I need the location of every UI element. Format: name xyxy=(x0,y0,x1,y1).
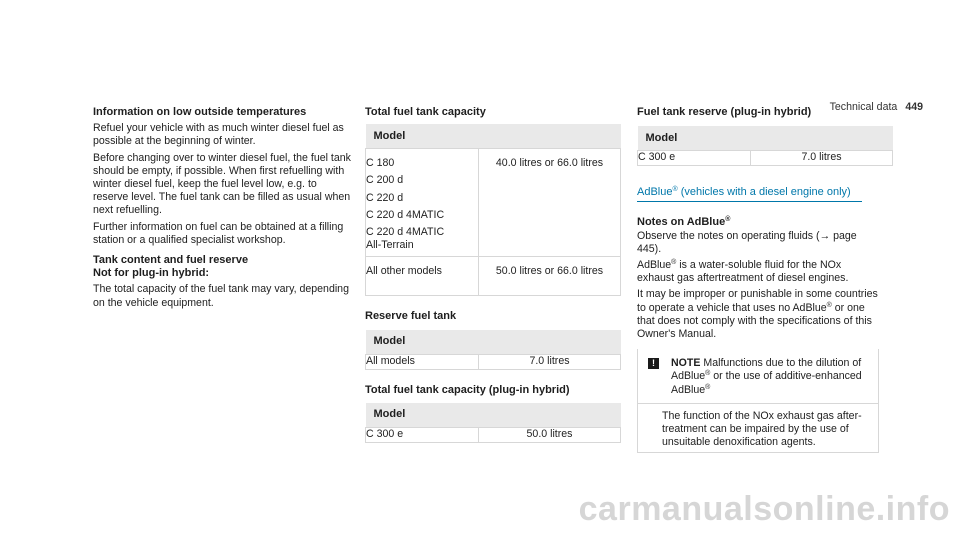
table-title-total-capacity: Total fuel tank capacity xyxy=(365,106,486,118)
note-heading-text: NOTE Malfunctions due to the dilution of AdBlue® or the use of additive-enhanced AdBlue® xyxy=(671,357,862,396)
column-left xyxy=(93,106,355,310)
cell-model: C 300 e xyxy=(366,427,479,442)
note-label: NOTE xyxy=(671,357,701,370)
note-header xyxy=(638,349,878,403)
table-header-model: Model xyxy=(366,330,621,355)
paragraph-capacity: The total capacity of the fuel tank may vary, depending on the vehicle equipment. xyxy=(93,283,349,309)
notes-paragraph-adblue: AdBlue® is a water-soluble fluid for the NOx exhaust gas aftertreatment of diesel engines. xyxy=(637,259,849,285)
subtitle-not-plug-in: Not for plug-in hybrid: xyxy=(93,267,210,280)
watermark: carmanualsonline.info xyxy=(578,490,950,528)
notes-title: Notes on AdBlue® xyxy=(637,216,731,229)
section-title-low-temps: Information on low outside temperatures xyxy=(93,106,307,118)
model-c220d: C 220 d xyxy=(366,191,404,204)
table-header-model: Model xyxy=(638,126,893,151)
table-reserve xyxy=(365,330,621,370)
model-c180: C 180 xyxy=(366,157,395,170)
table-title-plug-in-reserve: Fuel tank reserve (plug-in hybrid) xyxy=(637,106,812,118)
note-box xyxy=(637,349,879,453)
model-c220d-4matic-all-terrain: C 220 d 4MATIC All-Terrain xyxy=(366,226,445,252)
table-total-capacity xyxy=(365,124,621,296)
notes-paragraph-legal: It may be improper or punishable in some countries to operate a vehicle that uses no AdBlue® or one that does not comply with the specifications of this Owner's Manual. xyxy=(637,288,878,341)
table-row xyxy=(366,427,621,442)
cell-model: All other models xyxy=(366,257,479,296)
cell-model: C 300 e xyxy=(638,151,751,166)
cell-capacity-value: 50.0 litres or 66.0 litres xyxy=(479,257,621,296)
cell-reserve-value: 7.0 litres xyxy=(751,151,893,166)
page-number: 449 xyxy=(905,101,923,113)
cell-model-list xyxy=(366,149,479,257)
paragraph-refuel: Refuel your vehicle with as much winter diesel fuel as possible at the beginning of winter. xyxy=(93,122,344,148)
table-plug-in-reserve xyxy=(637,126,893,166)
note-body: The function of the NOx exhaust gas aftertreatment can be impaired by the use of unsuitable denoxification agents. xyxy=(638,403,878,452)
cell-reserve-value: 7.0 litres xyxy=(479,354,621,369)
table-plug-in-capacity xyxy=(365,403,621,443)
section-title-tank-content: Tank content and fuel reserve xyxy=(93,254,249,267)
table-row xyxy=(366,257,621,296)
model-c220d-4matic: C 220 d 4MATIC xyxy=(366,208,445,221)
cell-capacity-value: 50.0 litres xyxy=(479,427,621,442)
table-header-model: Model xyxy=(366,403,621,428)
table-header-model: Model xyxy=(366,124,621,149)
notes-paragraph-observe: Observe the notes on operating fluids (→ page 445). xyxy=(637,229,857,255)
cell-capacity-value: 40.0 litres or 66.0 litres xyxy=(479,149,621,257)
table-title-reserve: Reserve fuel tank xyxy=(365,310,457,323)
table-row xyxy=(366,149,621,257)
paragraph-changeover: Before changing over to winter diesel fuel, the fuel tank should be empty, if possible. When first refuelling with winter diesel fuel, keep the fuel level low, e.g. to reserve level. The fuel tank can be filled as usual when next refuelling. xyxy=(93,151,351,217)
table-row xyxy=(638,151,893,166)
column-right xyxy=(637,106,893,453)
cell-model: All models xyxy=(366,354,479,369)
warning-icon: ! xyxy=(648,358,659,369)
column-middle xyxy=(365,106,621,443)
table-title-plug-in-capacity: Total fuel tank capacity (plug-in hybrid) xyxy=(365,383,570,396)
adblue-section-heading: AdBlue® (vehicles with a diesel engine only) xyxy=(637,186,862,202)
table-row xyxy=(366,354,621,369)
section-name: Technical data xyxy=(829,101,898,113)
model-c200d: C 200 d xyxy=(366,174,404,187)
paragraph-further-info: Further information on fuel can be obtained at a filling station or a qualified specialist workshop. xyxy=(93,220,344,246)
